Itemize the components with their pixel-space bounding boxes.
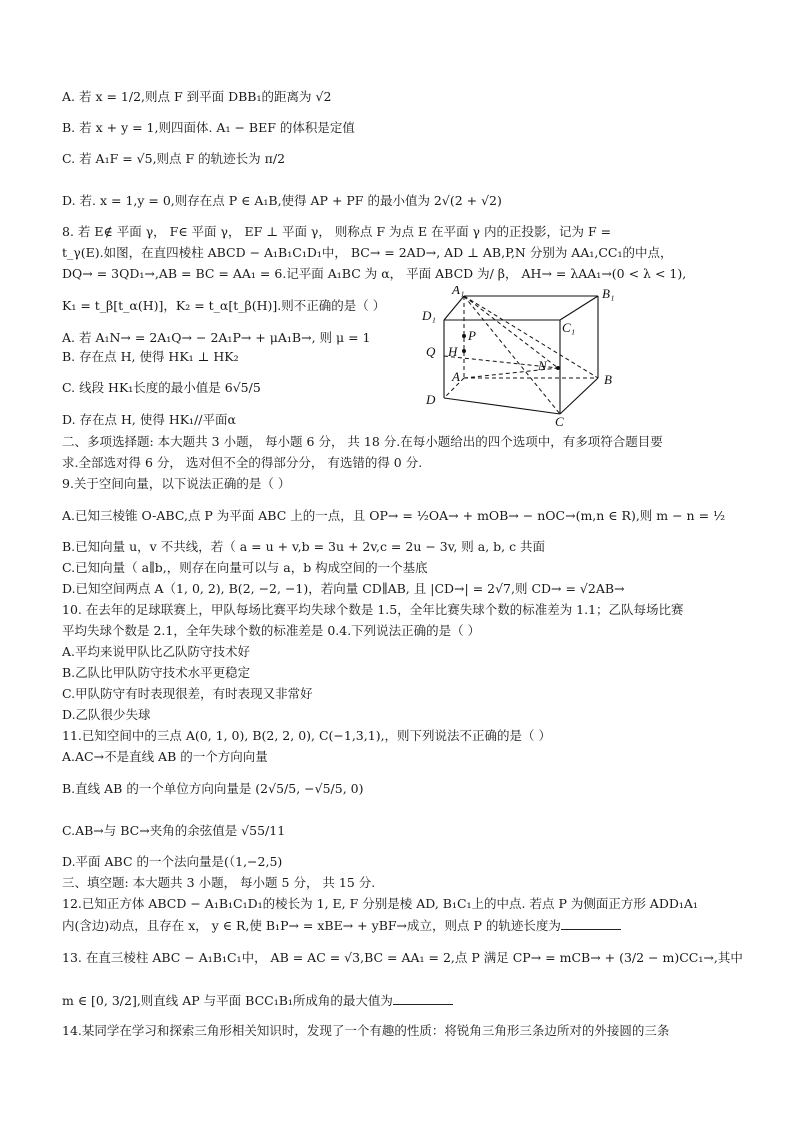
q10-option-d: D.乙队很少失球: [62, 707, 151, 722]
q7-option-d: D. 若. x = 1,y = 0,则存在点 P ∈ A₁B,使得 AP + PF 的最小值为 2√(2 + √2): [62, 193, 502, 208]
q9-option-c: C.已知向量（ a∥b,，则存在向量可以与 a，b 构成空间的一个基底: [62, 560, 428, 575]
point-h-dot: [462, 349, 466, 353]
q10-option-c: C.甲队防守有时表现很差，有时表现又非常好: [62, 686, 313, 701]
q7-option-a: A. 若 x = 1/2,则点 F 到平面 DBB₁的距离为 √2: [62, 89, 332, 104]
label-h: H: [448, 344, 458, 359]
q9-option-a: A.已知三棱锥 O-ABC,点 P 为平面 ABC 上的一点，且 OP→ = ½OA→ + mOB→ − nOC→(m,n ∈ R),则 m − n = ½: [62, 508, 726, 523]
q13-answer-blank[interactable]: [393, 992, 453, 1005]
label-p: P: [468, 328, 476, 343]
q9-stem: 9.关于空间向量，以下说法正确的是（ ）: [62, 476, 291, 491]
label-d1: D₁: [422, 308, 436, 323]
q8-option-d: D. 存在点 H, 使得 HK₁//平面α: [62, 412, 236, 427]
label-b1: B₁: [602, 286, 615, 301]
label-b: B: [604, 372, 612, 387]
q13-stem-line1: 13. 在直三棱柱 ABC − A₁B₁C₁中， AB = AC = √3,BC = AA₁ = 2,点 P 满足 CP→ = mCB→ + (3/2 − m)CC₁→,其中: [62, 950, 743, 965]
section2-line1: 二、多项选择题: 本大题共 3 小题， 每小题 6 分， 共 18 分.在每小题给出的四个选项中，有多项符合题目要: [62, 434, 663, 449]
q8-stem-line3: DQ→ = 3QD₁→,AB = BC = AA₁ = 6.记平面 A₁BC 为 α， 平面 ABCD 为/ β， AH→ = λAA₁→(0 < λ < 1),: [62, 266, 687, 281]
q8-option-a: A. 若 A₁N→ = 2A₁Q→ − 2A₁P→ + μA₁B→, 则 μ = 1: [62, 330, 371, 345]
q13-stem-line2: [62, 992, 453, 1009]
label-n: N: [538, 358, 547, 373]
q11-option-d: D.平面 ABC 的一个法向量是(（1,−2,5): [62, 854, 283, 869]
q9-option-d: D.已知空间两点 A（1, 0, 2), B(2, −2, −1)，若向量 CD∥AB, 且 |CD→| = 2√7,则 CD→ = √2AB→: [62, 581, 625, 596]
label-a1: A₁: [452, 286, 465, 297]
label-c1: C₁: [562, 320, 576, 335]
q10-stem-line2: 平均失球个数是 2.1，全年失球个数的标准差是 0.4.下列说法正确的是（ ）: [62, 623, 481, 638]
q11-option-c: C.AB→与 BC→夹角的余弦值是 √55/11: [62, 823, 286, 838]
q10-option-b: B.乙队比甲队防守技术水平更稳定: [62, 665, 251, 680]
q12-stem-line2: [62, 917, 621, 934]
q8-option-b: B. 存在点 H, 使得 HK₁ ⊥ HK₂: [62, 349, 239, 364]
q13-line2-text: m ∈ [0, 3/2],则直线 AP 与平面 BCC₁B₁所成角的最大值为: [62, 993, 393, 1008]
label-q: Q: [426, 344, 436, 359]
q12-answer-blank[interactable]: [561, 917, 621, 930]
q7-option-b: B. 若 x + y = 1,则四面体. A₁ − BEF 的体积是定值: [62, 120, 355, 135]
label-a: A: [452, 369, 460, 384]
q10-stem-line1: 10. 在去年的足球联赛上，甲队每场比赛平均失球个数是 1.5，全年比赛失球个数的标准差为 1.1；乙队每场比赛: [62, 602, 684, 617]
point-n-dot: [556, 366, 560, 370]
q9-option-b: B.已知向量 u，v 不共线，若（ a = u + v,b = 3u + 2v,c = 2u − 3v, 则 a, b, c 共面: [62, 539, 546, 554]
q11-stem: 11.已知空间中的三点 A(0, 1, 0), B(2, 2, 0), C(−1,3,1),，则下列说法不正确的是（ ）: [62, 728, 552, 743]
q8-option-c: C. 线段 HK₁长度的最小值是 6√5/5: [62, 380, 261, 395]
q14-stem-line1: 14.某同学在学习和探索三角形相关知识时，发现了一个有趣的性质：将锐角三角形三条边所对的外接圆的三条: [62, 1023, 670, 1038]
label-d: D: [426, 392, 436, 407]
q8-stem-line2: t_γ(E).如图，在直四棱柱 ABCD − A₁B₁C₁D₁中， BC→ = 2AD→, AD ⊥ AB,P,N 分别为 AA₁,CC₁的中点，: [62, 245, 673, 260]
q7-option-c: C. 若 A₁F = √5,则点 F 的轨迹长为 π/2: [62, 151, 286, 166]
section3-header: 三、填空题: 本大题共 3 小题， 每小题 5 分， 共 15 分.: [62, 875, 376, 890]
q8-stem-line4: K₁ = t_β[t_α(H)]，K₂ = t_α[t_β(H)].则不正确的是（ ）: [62, 298, 386, 313]
q11-option-b: B.直线 AB 的一个单位方向向量是 (2√5/5, −√5/5, 0): [62, 781, 364, 796]
point-p-dot: [462, 334, 466, 338]
q11-option-a: A.AC→不是直线 AB 的一个方向向量: [62, 749, 268, 764]
q12-stem-line1: 12.已知正方体 ABCD − A₁B₁C₁D₁的棱长为 1, E, F 分别是棱 AD, B₁C₁上的中点. 若点 P 为侧面正方形 ADD₁A₁: [62, 896, 698, 911]
q8-stem-line1: 8. 若 E∉ 平面 γ， F∈ 平面 γ， EF ⊥ 平面 γ， 则称点 F 为点 E 在平面 γ 内的正投影，记为 F =: [62, 224, 612, 239]
q12-line2-text: 内(含边)动点，且存在 x， y ∈ R,使 B₁P→ = xBE→ + yBF→成立，则点 P 的轨迹长度为: [62, 918, 561, 933]
section2-line2: 求.全部选对得 6 分， 选对但不全的得部分分， 有选错的得 0 分.: [62, 455, 423, 470]
q10-option-a: A.平均来说甲队比乙队防守技术好: [62, 644, 251, 659]
prism-figure: [412, 286, 618, 426]
label-c: C: [555, 414, 564, 426]
